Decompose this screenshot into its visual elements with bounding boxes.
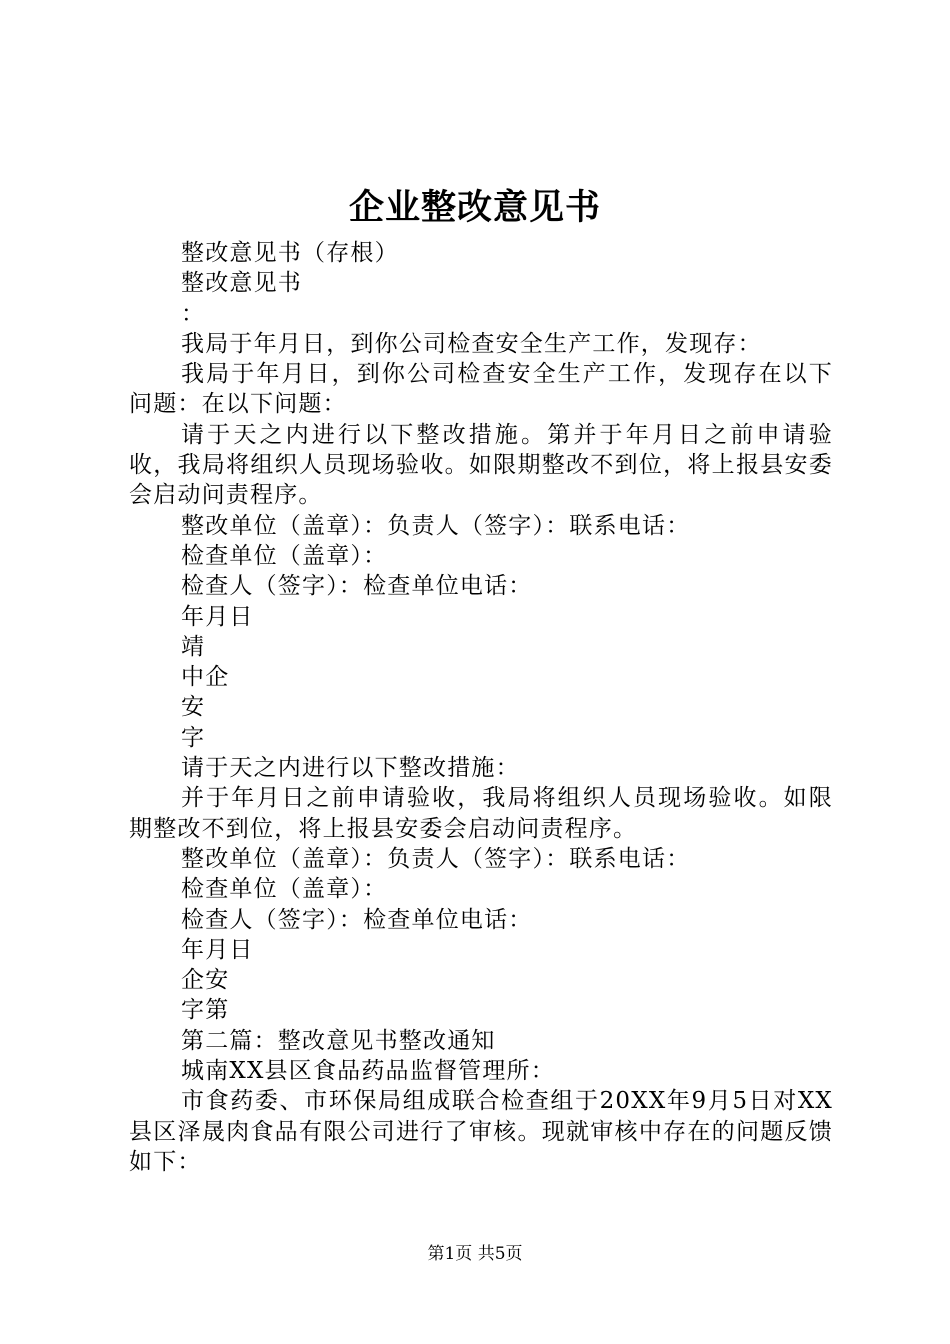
paragraph: 城南XX县区食品药品监督管理所： xyxy=(181,1058,555,1085)
paragraph: 字 xyxy=(181,724,206,751)
paragraph: 字第 xyxy=(181,997,230,1024)
paragraph: 整改意见书 xyxy=(181,270,302,297)
paragraph: 市食药委、市环保局组成联合检查组于20XX年9月5日对XX县区泽晟肉食品有限公司进行了审核。现就审核中存在的问题反馈如下： xyxy=(129,1088,833,1175)
paragraph: 年月日 xyxy=(181,603,254,630)
paragraph: 中企 xyxy=(181,664,230,691)
paragraph: 安 xyxy=(181,694,206,721)
paragraph: 第二篇：整改意见书整改通知 xyxy=(181,1027,496,1054)
paragraph: 请于天之内进行以下整改措施： xyxy=(181,755,520,782)
paragraph: 并于年月日之前申请验收，我局将组织人员现场验收。如限期整改不到位，将上报县安委会启动问责程序。 xyxy=(129,785,833,842)
paragraph: 年月日 xyxy=(181,936,254,963)
paragraph: 检查人（签字）：检查单位电话： xyxy=(181,573,533,600)
paragraph: ： xyxy=(181,300,206,327)
paragraph: 检查人（签字）：检查单位电话： xyxy=(181,906,533,933)
paragraph: 整改单位（盖章）：负责人（签字）：联系电话： xyxy=(181,512,691,539)
paragraph: 靖 xyxy=(181,633,206,660)
paragraph: 请于天之内进行以下整改措施。第并于年月日之前申请验收，我局将组织人员现场验收。如限期整改不到位，将上报县安委会启动问责程序。 xyxy=(129,421,833,509)
paragraph: 检查单位（盖章）： xyxy=(181,542,388,569)
document-title: 企业整改意见书 xyxy=(348,187,601,228)
paragraph: 整改单位（盖章）：负责人（签字）：联系电话： xyxy=(181,845,691,872)
paragraph: 我局于年月日，到你公司检查安全生产工作，发现存在以下问题：在以下问题： xyxy=(129,361,833,418)
paragraph: 我局于年月日，到你公司检查安全生产工作，发现存： xyxy=(181,330,762,357)
paragraph: 检查单位（盖章）： xyxy=(181,876,388,903)
paragraph: 整改意见书（存根） xyxy=(181,240,399,266)
paragraph: 企安 xyxy=(181,967,230,994)
document-body xyxy=(129,238,833,1177)
page-footer: 第1页 共5页 xyxy=(427,1244,523,1264)
